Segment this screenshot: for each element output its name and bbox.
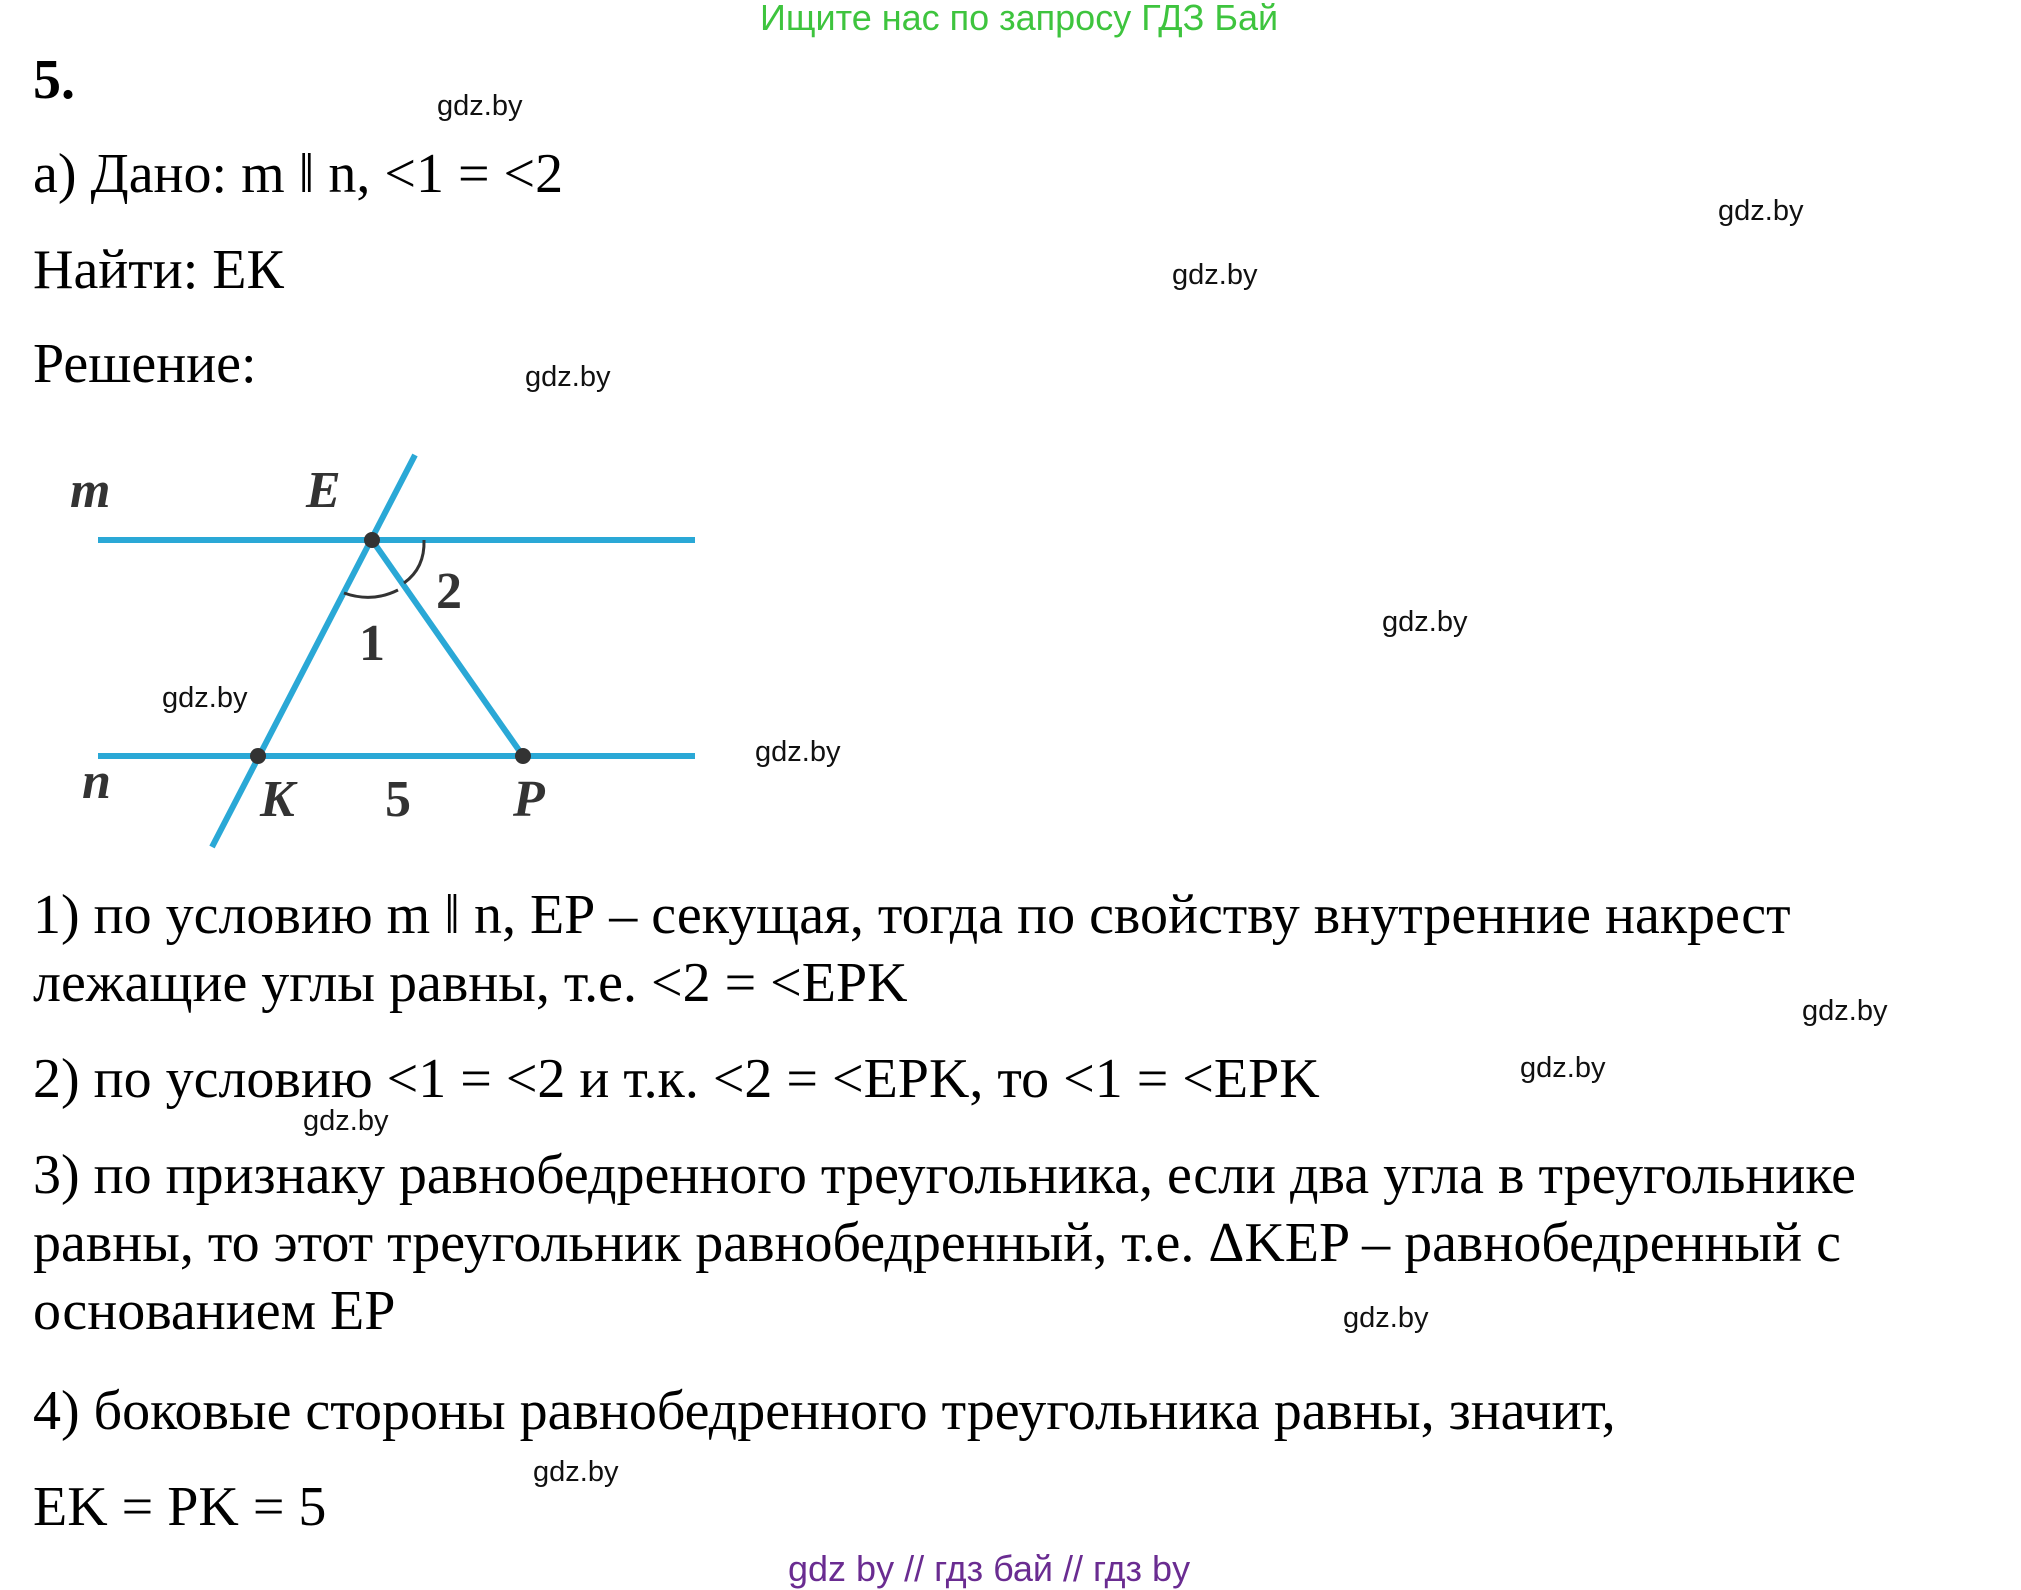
watermark: gdz.by (1382, 606, 1468, 638)
task-number: 5. (33, 49, 75, 111)
watermark: gdz.by (437, 90, 523, 122)
step-1-line-2: лежащие углы равны, т.е. <2 = <EPK (33, 952, 908, 1014)
watermark: gdz.by (525, 361, 611, 393)
label-angle-1: 1 (359, 615, 385, 672)
label-p: P (513, 771, 545, 828)
watermark: gdz.by (1172, 259, 1258, 291)
watermark: gdz.by (533, 1456, 619, 1488)
label-kp-length: 5 (385, 771, 411, 828)
footer: gdz by // гдз бай // гдз by (788, 1548, 1191, 1589)
find-line: Найти: ЕК (33, 239, 284, 301)
watermark: gdz.by (303, 1105, 389, 1137)
watermark: gdz.by (1802, 995, 1888, 1027)
angle-1-arc (344, 590, 398, 597)
solution-label: Решение: (33, 333, 257, 395)
watermark: gdz.by (162, 682, 248, 714)
label-n: n (82, 753, 111, 810)
point-p (515, 748, 531, 764)
watermark: gdz.by (1718, 195, 1804, 227)
label-k: K (260, 771, 295, 828)
watermark: gdz.by (1520, 1052, 1606, 1084)
geometry-diagram (60, 440, 720, 860)
step-4-line-1: 4) боковые стороны равнобедренного треугольника равны, значит, (33, 1380, 1616, 1442)
watermark: gdz.by (755, 736, 841, 768)
step-2-line-1: 2) по условию <1 = <2 и т.к. <2 = <EPK, то <1 = <EPK (33, 1048, 1320, 1110)
watermark: gdz.by (1343, 1302, 1429, 1334)
label-angle-2: 2 (436, 563, 462, 620)
given-line: а) Дано: m ‖ n, <1 = <2 (33, 143, 564, 205)
banner: Ищите нас по запросу ГДЗ Бай (760, 0, 1279, 38)
step-4-line-2: EK = PK = 5 (33, 1476, 327, 1538)
point-e (364, 532, 380, 548)
step-1-line-1: 1) по условию m ‖ n, ЕР – секущая, тогда по свойству внутренние накрест (33, 884, 1791, 946)
point-k (250, 748, 266, 764)
label-e: E (306, 462, 341, 519)
label-m: m (70, 462, 111, 519)
step-3-line-2: равны, то этот треугольник равнобедренный, т.е. ΔKEP – равнобедренный с (33, 1212, 1841, 1274)
step-3-line-1: 3) по признаку равнобедренного треугольника, если два угла в треугольнике (33, 1144, 1856, 1206)
angle-2-arc (404, 540, 424, 583)
step-3-line-3: основанием ЕР (33, 1280, 396, 1342)
